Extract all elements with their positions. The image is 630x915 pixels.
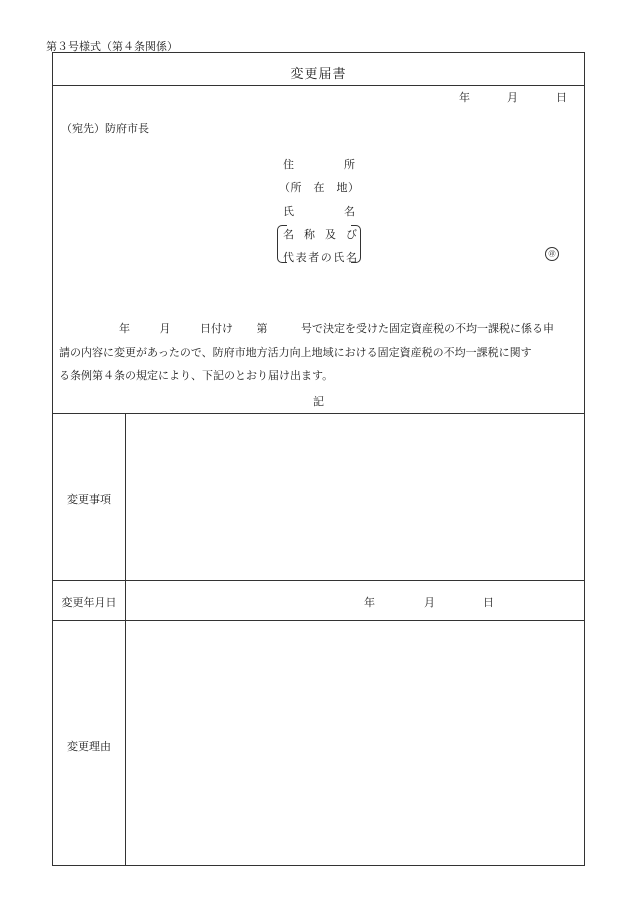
form-reference: 第３号様式（第４条関係） <box>46 40 178 53</box>
name-label: 氏 名 <box>283 205 355 218</box>
body-line-2: 請の内容に変更があったので、防府市地方活力向上地域における固定資産税の不均一課税に関す <box>59 346 532 359</box>
body-year: 年 <box>119 322 130 335</box>
title-divider <box>53 85 584 86</box>
change-date-label: 変更年月日 <box>61 596 117 609</box>
corp-name-label: 名称及び <box>283 228 357 241</box>
address-label: 住 所 <box>283 158 355 171</box>
change-items-field[interactable] <box>126 414 584 579</box>
change-date-day: 日 <box>483 596 494 609</box>
date-year-label: 年 <box>459 91 470 104</box>
body-no: 第 <box>256 322 268 335</box>
body-line-1 <box>59 318 579 340</box>
date-month-label: 月 <box>507 91 518 104</box>
addressee: （宛先）防府市長 <box>61 122 149 135</box>
date-day-label: 日 <box>556 91 567 104</box>
body-month: 月 <box>159 322 171 335</box>
body-day: 日付け <box>200 322 233 335</box>
seal-mark: ㊞ <box>545 247 559 261</box>
body-line-3: る条例第４条の規定により、下記のとおり届け出ます。 <box>59 369 334 382</box>
change-reason-field[interactable] <box>126 621 584 865</box>
ki-marker: 記 <box>313 395 324 408</box>
location-label: （所 在 地） <box>279 181 359 194</box>
change-reason-label: 変更理由 <box>67 740 111 753</box>
change-date-field[interactable] <box>126 581 584 619</box>
form-title: 変更届書 <box>290 67 347 82</box>
body-line-1-rest: 号で決定を受けた固定資産税の不均一課税に係る申 <box>301 322 554 335</box>
representative-label: 代表者の氏名 <box>283 251 357 264</box>
change-date-month: 月 <box>424 596 435 609</box>
form-frame <box>52 52 585 866</box>
change-date-year: 年 <box>364 596 375 609</box>
change-items-label: 変更事項 <box>67 493 111 506</box>
